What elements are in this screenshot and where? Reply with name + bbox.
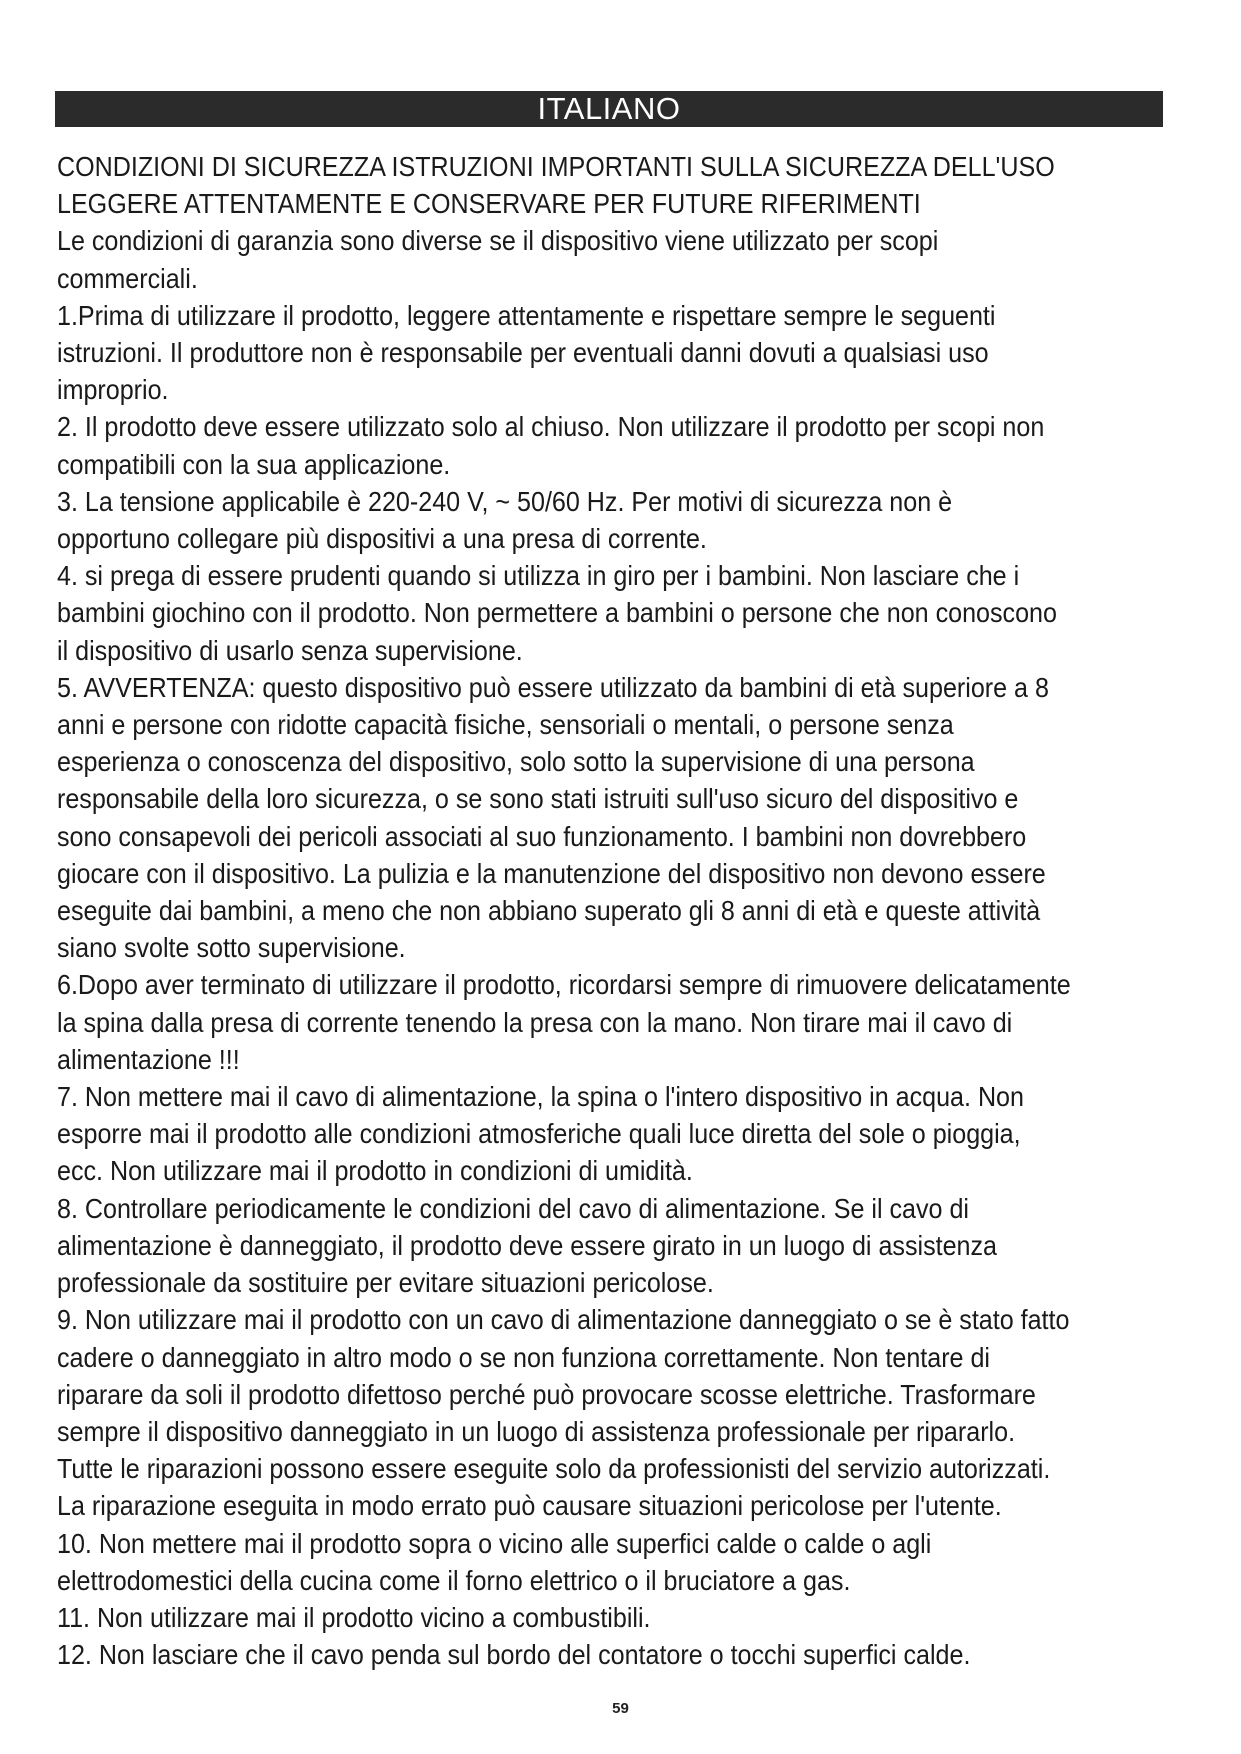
instruction-item-9: 9. Non utilizzare mai il prodotto con un cavo di alimentazione danneggiato o se è stato fatto cadere o danneggiato in altro modo o se non funziona correttamente. Non tentare di riparare da soli il prodotto difettoso perché può provocare scosse elettriche. Trasformare sempre il dispositivo danneggiato in un luogo di assistenza professionale per ripararlo. Tutte le riparazioni possono essere eseguite solo da professionisti del servizio autorizzati. La riparazione eseguita in modo errato può causare situazioni pericolose per l'utente. <box>57 1303 1070 1522</box>
instruction-item-11: 11. Non utilizzare mai il prodotto vicino a combustibili. <box>57 1600 651 1633</box>
page-number: 59 <box>612 1700 629 1717</box>
instruction-item-3: 3. La tensione applicabile è 220-240 V, ~ 50/60 Hz. Per motivi di sicurezza non è opportuno collegare più dispositivi a una presa di corrente. <box>57 484 953 555</box>
instruction-item-5: 5. AVVERTENZA: questo dispositivo può essere utilizzato da bambini di età superiore a 8 anni e persone con ridotte capacità fisiche, sensoriali o mentali, o persone senza esperienza o conoscenza del dispositivo, solo sotto la supervisione di una persona responsabile della loro sicurezza, o se sono stati istruiti sull'uso sicuro del dispositivo e sono consapevoli dei pericoli associati al suo funzionamento. I bambini non dovrebbero giocare con il dispositivo. La pulizia e la manutenzione del dispositivo non devono essere eseguite dai bambini, a meno che non abbiano superato gli 8 anni di età e queste attività siano svolte sotto supervisione. <box>57 670 1049 964</box>
heading-line-1: CONDIZIONI DI SICUREZZA ISTRUZIONI IMPORTANTI SULLA SICUREZZA DELL'USO <box>57 150 1055 182</box>
instruction-item-4: 4. si prega di essere prudenti quando si utilizza in giro per i bambini. Non lasciare che i bambini giochino con il prodotto. Non permettere a bambini o persone che non conoscono il dispositivo di usarlo senza supervisione. <box>57 559 1057 666</box>
instruction-item-6: 6.Dopo aver terminato di utilizzare il prodotto, ricordarsi sempre di rimuovere delicatamente la spina dalla presa di corrente tenendo la presa con la mano. Non tirare mai il cavo di alimentazione !!! <box>57 968 1071 1075</box>
safety-instructions <box>57 148 1072 1673</box>
language-label: ITALIANO <box>537 91 681 126</box>
warranty-intro: Le condizioni di garanzia sono diverse se il dispositivo viene utilizzato per scopi commerciali. <box>57 224 939 294</box>
heading-line-2: LEGGERE ATTENTAMENTE E CONSERVARE PER FUTURE RIFERIMENTI <box>57 187 921 220</box>
instruction-item-2: 2. Il prodotto deve essere utilizzato solo al chiuso. Non utilizzare il prodotto per scopi non compatibili con la sua applicazione. <box>57 410 1045 480</box>
instruction-item-10: 10. Non mettere mai il prodotto sopra o vicino alle superfici calde o calde o agli elettrodomestici della cucina come il forno elettrico o il bruciatore a gas. <box>57 1526 932 1596</box>
instruction-item-12: 12. Non lasciare che il cavo penda sul bordo del contatore o tocchi superfici calde. <box>57 1638 971 1671</box>
language-header-bar <box>55 91 1163 127</box>
instruction-item-8: 8. Controllare periodicamente le condizioni del cavo di alimentazione. Se il cavo di alimentazione è danneggiato, il prodotto deve essere girato in un luogo di assistenza professionale da sostituire per evitare situazioni pericolose. <box>57 1191 997 1299</box>
instruction-item-1: 1.Prima di utilizzare il prodotto, leggere attentamente e rispettare sempre le seguenti istruzioni. Il produttore non è responsabile per eventuali danni dovuti a qualsiasi uso improprio. <box>57 298 996 406</box>
instruction-item-7: 7. Non mettere mai il cavo di alimentazione, la spina o l'intero dispositivo in acqua. Non esporre mai il prodotto alle condizioni atmosferiche quali luce diretta del sole o pioggia, ecc. Non utilizzare mai il prodotto in condizioni di umidità. <box>57 1080 1024 1187</box>
